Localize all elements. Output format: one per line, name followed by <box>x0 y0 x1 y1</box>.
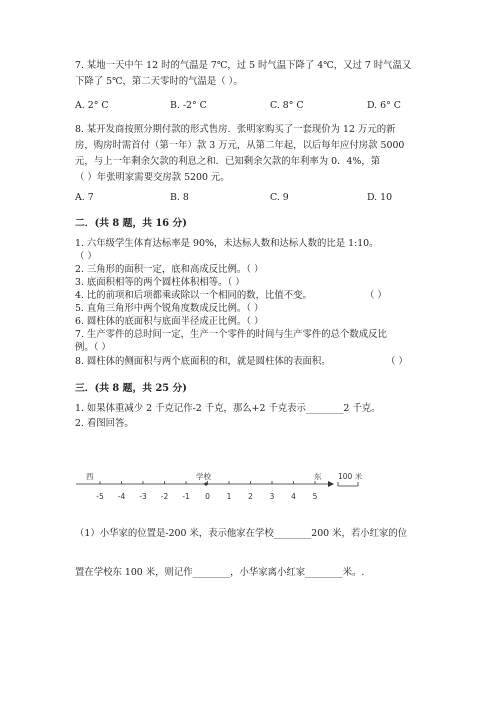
section3-sub1-line1: （1）小华家的位置是-200 米，表示他家在学校________200 米，若小红家的位 <box>75 528 408 539</box>
tick-label: -5 <box>96 492 104 501</box>
q8-text-line3: 元，与上一年剩余欠款的利息之和．已知剩余欠款的年利率为 0．4%，第 <box>75 156 381 167</box>
tick-label: 5 <box>312 492 318 501</box>
tick-label: -1 <box>182 492 190 501</box>
section2-item-4-bracket: （ ） <box>365 290 387 301</box>
section2-item-3: 3. 底面积相等的两个圆柱体积相等。（ ） <box>75 277 245 288</box>
section2-title: 二．(共 8 题，共 16 分) <box>75 218 187 229</box>
section2-item-1: 1. 六年级学生体育达标率是 90%，未达标人数和达标人数的比是 1:10。 <box>75 238 379 249</box>
q8-option-d: D. 10 <box>367 192 393 203</box>
tick-label: -4 <box>117 492 126 501</box>
section2-item-7-cont: 例。（ ） <box>75 342 111 353</box>
q7-text-line1: 7. 某地一天中午 12 时的气温是 7℃，过 5 时气温下降了 4℃，又过 7 时气温又 <box>75 60 412 71</box>
q8-option-c: C. 9 <box>270 192 289 203</box>
section2-item-7: 7. 生产零件的总时间一定，生产一个零件的时间与生产零件的总个数成反比 <box>75 329 387 340</box>
tick-label: 3 <box>269 492 275 501</box>
section3-sub1-line2: 置在学校东 100 米，则记作________，小华家离小红家________米。. <box>75 567 365 578</box>
q7-text-line2: 下降了 5℃，第二天零时的气温是（ ）。 <box>75 76 243 87</box>
q7-option-c: C. 8° C <box>270 100 304 111</box>
section2-item-8: 8. 圆柱体的侧面积与两个底面积的和，就是圆柱体的表面积。 <box>75 356 331 367</box>
number-line-svg <box>70 470 370 510</box>
q8-text-line2: 房，购房时需首付（第一年）款 3 万元，从第二年起，以后每年应付房款 5000 <box>75 140 405 151</box>
section2-item-5: 5. 直角三角形中两个锐角度数成反比例。（ ） <box>75 303 264 314</box>
q8-option-b: B. 8 <box>170 192 189 203</box>
west-label: 西 <box>86 472 94 481</box>
q7-option-a: A. 2° C <box>75 100 109 111</box>
tick-label: 1 <box>226 492 232 501</box>
q8-option-a: A. 7 <box>75 192 94 203</box>
section2-item-1-bracket: （ ） <box>75 251 97 262</box>
number-line-figure <box>70 470 370 510</box>
tick-label: 0 <box>205 492 210 501</box>
q8-text-line1: 8. 某开发商按照分期付款的形式售房．张明家购买了一套现价为 12 万元的新 <box>75 124 396 135</box>
q8-text-line4: （ ）年张明家需要交房款 5200 元。 <box>75 172 230 183</box>
tick-label: -3 <box>139 492 147 501</box>
tick-label: 4 <box>291 492 296 501</box>
section2-item-2: 2. 三角形的面积一定，底和高成反比例。（ ） <box>75 264 264 275</box>
q7-option-d: D. 6° C <box>367 100 401 111</box>
tick-label: 2 <box>248 492 253 501</box>
section2-item-6: 6. 圆柱体的底面积与底面半径成正比例。（ ） <box>75 316 264 327</box>
section3-q2: 2. 看图回答。 <box>75 418 134 429</box>
school-label: 学校 <box>196 472 211 481</box>
section2-item-8-bracket: （ ） <box>386 356 408 367</box>
tick-label: -2 <box>160 492 169 501</box>
east-label: 东 <box>314 472 322 481</box>
scale-label: 100 米 <box>338 472 363 481</box>
section3-title: 三．(共 8 题，共 25 分) <box>75 383 187 394</box>
section2-item-4: 4. 比的前项和后项都乘或除以一个相同的数，比值不变。 <box>75 290 312 301</box>
section3-q1: 1. 如果体重减少 2 千克记作-2 千克，那么+2 千克表示________2 千克。 <box>75 403 381 414</box>
school-dot <box>204 482 207 485</box>
q7-option-b: B. -2° C <box>170 100 207 111</box>
arrow-right-icon <box>328 481 334 487</box>
